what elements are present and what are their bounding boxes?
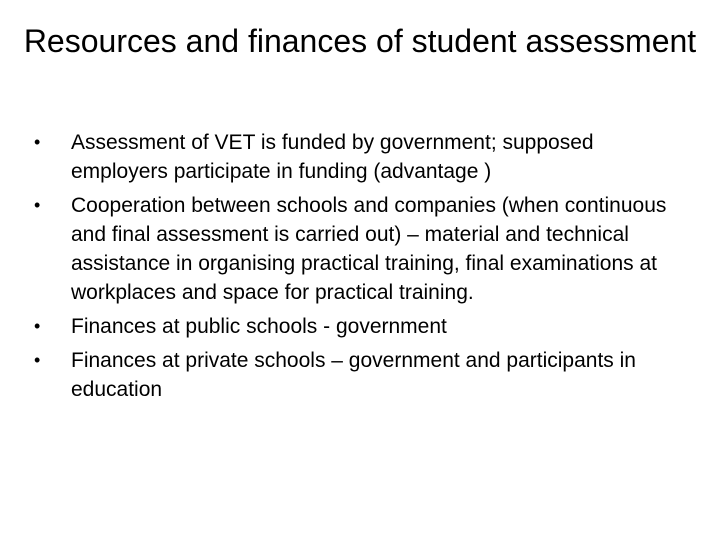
bullet-icon: • [34, 316, 41, 336]
bullet-item [34, 346, 694, 404]
bullet-list [34, 128, 694, 409]
bullet-item [34, 128, 694, 186]
bullet-text: Assessment of VET is funded by government; supposed employers participate in funding (advantage ) [71, 131, 594, 183]
bullet-text: Finances at public schools - government [71, 315, 447, 338]
bullet-item [34, 312, 694, 341]
bullet-icon: • [34, 195, 41, 215]
bullet-item [34, 191, 694, 307]
bullet-icon: • [34, 350, 41, 370]
bullet-text: Cooperation between schools and companies (when continuous and final assessment is carried out) – material and technical assistance in organising practical training, final examinations at workplaces and space for practical training. [71, 194, 667, 304]
slide-title: Resources and finances of student assessment [23, 23, 697, 59]
bullet-text: Finances at private schools – government and participants in education [71, 349, 636, 401]
bullet-icon: • [34, 132, 41, 152]
